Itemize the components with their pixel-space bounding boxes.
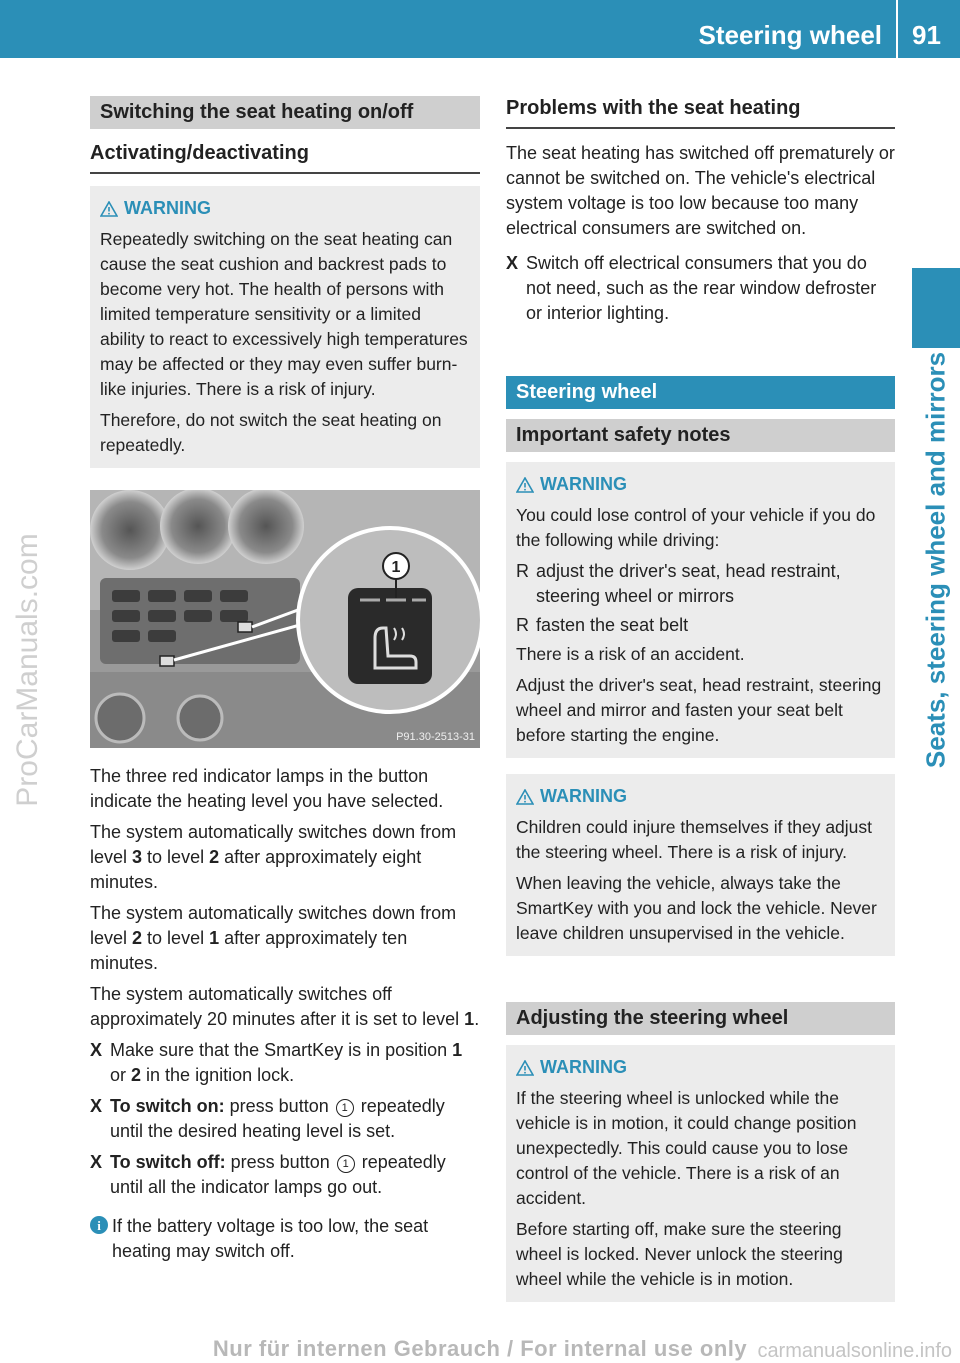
page-number: 91 [912, 20, 941, 50]
step-marker: X [90, 1096, 103, 1116]
level3-paragraph: The system automatically switches down from level 3 to level 2 after approximately eight minutes. [90, 822, 457, 892]
warning-text: Adjust the driver's seat, head restraint, steering wheel and mirror and fasten your seat belt before starting the engine. [516, 675, 882, 745]
step-marker: X [90, 1040, 103, 1060]
warning-text: When leaving the vehicle, always take the SmartKey with you and lock the vehicle. Never leave children unsupervised in the vehicle. [516, 873, 877, 943]
warning-triangle-icon [100, 201, 118, 217]
step-text: Switch off electrical consumers that you do not need, such as the rear window defroster or interior lighting. [526, 253, 877, 323]
battery-info-note [90, 1214, 480, 1264]
header-section-title: Steering wheel [698, 20, 882, 50]
bullet-item [516, 559, 885, 609]
step-text: To switch on: press button 1 repeatedly until the desired heating level is set. [110, 1096, 445, 1141]
bullet-text: adjust the driver's seat, head restraint, steering wheel or mirrors [536, 561, 841, 606]
seat-heating-button-photo [90, 490, 480, 748]
seat-heating-warning [90, 186, 480, 468]
step-marker: X [506, 253, 519, 273]
problems-text: The seat heating has switched off prematurely or cannot be switched on. The vehicle's electrical system voltage is too low because too many electrical consumers are switched on. [506, 143, 895, 238]
bullet-marker: R [516, 615, 529, 635]
problems-heading: Problems with the seat heating [506, 96, 895, 129]
svg-text:i: i [97, 1218, 101, 1233]
warning-title-text: WARNING [124, 198, 211, 218]
step-switch-off [90, 1150, 480, 1200]
callout-1-ref: 1 [337, 1155, 355, 1173]
steering-wheel-section-title: Steering wheel [506, 376, 895, 409]
chapter-tab [912, 268, 960, 348]
safety-warning [506, 462, 895, 758]
warning-text: Therefore, do not switch the seat heating on repeatedly. [100, 410, 442, 455]
site-watermark: carmanualsonline.info [757, 1340, 952, 1362]
callout-1-label: 1 [391, 559, 401, 576]
bullet-item [516, 613, 885, 638]
air-vent-icon [228, 490, 304, 564]
warning-triangle-icon [516, 477, 534, 493]
safety-notes-title: Important safety notes [506, 419, 895, 452]
air-vent-icon [160, 490, 236, 564]
level2-paragraph: The system automatically switches down from level 2 to level 1 after approximately ten minutes. [90, 903, 457, 973]
step-switch-off-consumers [506, 251, 895, 326]
info-text: If the battery voltage is too low, the seat heating may switch off. [112, 1216, 429, 1261]
step-text: To switch off: press button 1 repeatedly until all the indicator lamps go out. [110, 1152, 446, 1197]
warning-text: There is a risk of an accident. [516, 644, 745, 664]
warning-title [516, 1055, 885, 1080]
figure-code: P91.30-2513-31 [396, 731, 475, 743]
info-icon [90, 1216, 108, 1234]
bullet-text: fasten the seat belt [536, 615, 689, 635]
warning-text: You could lose control of your vehicle if you do the following while driving: [516, 505, 876, 550]
step-marker: X [90, 1152, 103, 1172]
left-column [90, 96, 480, 1264]
warning-triangle-icon [516, 1060, 534, 1076]
warning-title-text: WARNING [540, 1057, 627, 1077]
warning-text: Before starting off, make sure the steering wheel is locked. Never unlock the steering wheel while the vehicle is in motion. [516, 1219, 843, 1289]
warning-title [516, 784, 885, 809]
seat-heating-section-title: Switching the seat heating on/off [90, 96, 480, 129]
activating-heading: Activating/deactivating [90, 141, 480, 174]
warning-text: Children could injure themselves if they adjust the steering wheel. There is a risk of injury. [516, 817, 873, 862]
air-vent-icon [90, 490, 170, 570]
warning-text: If the steering wheel is unlocked while the vehicle is in motion, it could change position unexpectedly. This could cause you to lose control of the vehicle. There is a risk of an accident. [516, 1088, 857, 1208]
watermark-procarmanuals: ProCarManuals.com [11, 533, 44, 807]
warning-title [516, 472, 885, 497]
step-switch-on [90, 1094, 480, 1144]
children-warning [506, 774, 895, 956]
auto-off-paragraph: The system automatically switches off approximately 20 minutes after it is set to level 1. [90, 984, 480, 1029]
adjusting-steering-title: Adjusting the steering wheel [506, 1002, 895, 1035]
internal-use-footer: Nur für internen Gebrauch / For internal use only [212, 1336, 748, 1361]
warning-triangle-icon [516, 789, 534, 805]
right-column [506, 96, 895, 1302]
warning-title [100, 196, 470, 221]
step-text: Make sure that the SmartKey is in position 1 or 2 in the ignition lock. [110, 1040, 463, 1085]
unlock-warning [506, 1045, 895, 1302]
warning-text: Repeatedly switching on the seat heating can cause the seat cushion and backrest pads to become very hot. The health of persons with limited temperature sensitivity or a limited ability to react to excessively high temperatures may be affected or they may even suffer burn-like injuries. There is a risk of injury. [100, 229, 468, 399]
chapter-side-label: Seats, steering wheel and mirrors [920, 351, 951, 769]
header-divider [896, 0, 898, 58]
bullet-marker: R [516, 561, 529, 581]
warning-title-text: WARNING [540, 474, 627, 494]
callout-1-ref: 1 [336, 1099, 354, 1117]
step-smartkey [90, 1038, 480, 1088]
indicator-paragraph: The three red indicator lamps in the button indicate the heating level you have selected. [90, 766, 444, 811]
warning-title-text: WARNING [540, 786, 627, 806]
